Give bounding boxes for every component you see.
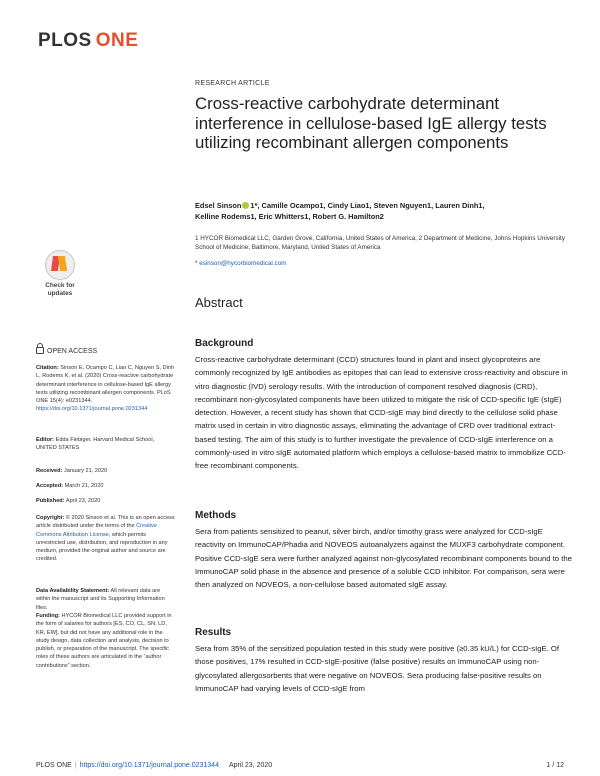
footer-doi-link[interactable]: https://doi.org/10.1371/journal.pone.0231344 [79,762,219,769]
funding-block [36,612,176,670]
copyright-text-b: , which permits unrestricted use, distribution, and reproduction in any medium, provided the original author and source are credited. [36,531,168,563]
page-number: 1 / 12 [546,762,564,769]
footer-journal: PLOS ONE [36,762,72,769]
authors-line-2: Kelline Rodems1, Eric Whitters1, Robert G. Hamilton2 [195,212,384,221]
author-first[interactable]: Edsel Sinson [195,201,242,210]
received-date: January 21, 2020 [64,468,108,474]
funding-label: Funding: [36,613,60,619]
article-type-label: RESEARCH ARTICLE [195,80,270,87]
accepted-date: March 21, 2020 [64,483,104,489]
badge-line-1: Check for [45,282,75,289]
methods-text: Sera from patients sensitized to peanut, silver birch, and/or timothy grass were analyzed for CCD-sIgE reactivity on ImmunoCAP/Phadia and NOVEOS autoanalyzers against the MUXF3 carbohydrate component. Positive CCD-sIgE sera were further analyzed against non-glycosylated recombinant components bound to the ImmunoCAP solid phase in the absence and presence of a soluble CCD inhibitor. For comparison, sera were then analyzed on NOVEOS, a non-cellulose based automated sIgE assay. [195,527,572,590]
article-title: Cross-reactive carbohydrate determinant interference in cellulose-based IgE allergy tests utilizing recombinant allergen components [195,94,547,152]
author-list [195,200,580,222]
affiliations: 1 HYCOR Biomedical LLC, Garden Grove, California, United States of America, 2 Department of Medicine, Johns Hopkins University School of Medicine, Baltimore, Maryland, United States of America [195,235,565,252]
citation-block [36,364,176,414]
check-for-updates-badge[interactable] [40,250,80,306]
abstract-heading: Abstract [195,295,243,310]
logo-one-text: ONE [95,30,139,51]
citation-doi-link[interactable]: https://doi.org/10.1371/journal.pone.0231344 [36,406,148,413]
results-text: Sera from 35% of the sensitized population tested in this study were positive (≥0.35 kU/L) for CCD-sIgE. Of those positives, 17% resulted in CCD-sIgE-positive (false positive) results on ImmunoCAP using non-glycosylated allergosorbents that were negative on NOVEOS. Sera producing false-positive results on ImmunoCAP had varying levels of CCD-sIgE from [195,644,559,693]
data-availability-block [36,587,176,612]
page-footer [36,762,272,769]
editor-label: Editor: [36,437,55,443]
orcid-icon[interactable] [242,202,249,209]
data-availability-label: Data Availability Statement: [36,588,110,594]
funding-text: HYCOR Biomedical LLC provided support in the form of salaries for authors [ES, CO, CL, SN, LD, KR, EW], but did not have any additional role in the study design, data collection and analysis, decision to publish, or preparation of the manuscript. The specific roles of these authors are articulated in the “author contributions” section. [36,613,172,669]
data-availability-text: All relevant data are within the manuscript and its Supporting Information files. [36,588,165,611]
published-block [36,497,176,505]
footer-date: April 23, 2020 [228,762,273,769]
citation-label: Citation: [36,365,59,371]
copyright-text-a: © 2020 Sinson et al. This is an open access article distributed under the terms of the [36,515,175,530]
editor-block [36,436,176,453]
background-text: Cross-reactive carbohydrate determinant (CCD) structures found in plant and insect glycoproteins are commonly recognized by IgE antibodies as epitopes that can lead to extensive cross-reactivity and obscure in vitro diagnostic (IVD) serology results. With the introduction of component resolved diagnosis (CRD), recombinant non-glycosylated components have been utilized to mitigate the risk of CCD-specific IgE (sIgE) detection. However, a recent study has shown that CCD-sIgE may bind directly to the cellulose solid phase matrix used in certain in vitro diagnostic assays, eliminating the advantage of CRD over traditional extract-based testing. The aim of this study is to further investigate the prevalence of CCD-sIgE interference on a commonly-used in vitro sIgE automated platform which employs a cellulose-based matrix to immobilize CCD-free recombinant components. [195,355,568,471]
editor-text: Edda Fiebiger, Harvard Medical School, UNITED STATES [36,437,155,452]
received-label: Received: [36,468,63,474]
open-lock-icon [36,347,44,354]
authors-line-1: 1*, Camille Ocampo1, Cindy Liao1, Steven Nguyen1, Lauren Dinh1, [250,201,485,210]
copyright-label: Copyright: [36,515,65,521]
accepted-block [36,482,176,490]
open-access-text: OPEN ACCESS [47,348,98,355]
corresp-marker: * [195,260,198,267]
badge-text [36,282,84,298]
corresp-email-link[interactable]: esinson@hycorbiomedical.com [199,260,287,267]
methods-heading: Methods [195,510,237,521]
received-block [36,467,176,475]
journal-logo[interactable] [38,30,138,52]
background-heading: Background [195,338,254,349]
license-link[interactable]: Creative Commons Attribution License [36,523,157,538]
open-access-label [36,347,97,355]
citation-text: Sinson E, Ocampo C, Liao C, Nguyen S, Dinh L, Rodems K, et al. (2020) Cross-reactive carbohydrate determinant interference in cellulose-based IgE allergy tests utilizing recombinant allergen components. PLoS ONE 15(4): e0231344. [36,365,175,405]
accepted-label: Accepted: [36,483,64,489]
published-date: April 23, 2020 [65,498,101,504]
badge-line-2: updates [47,290,73,297]
footer-separator: | [74,762,77,769]
copyright-block [36,514,176,564]
logo-plos-text: PLOS [38,30,92,51]
published-label: Published: [36,498,65,504]
corresponding-author [195,260,286,267]
results-heading: Results [195,627,232,638]
